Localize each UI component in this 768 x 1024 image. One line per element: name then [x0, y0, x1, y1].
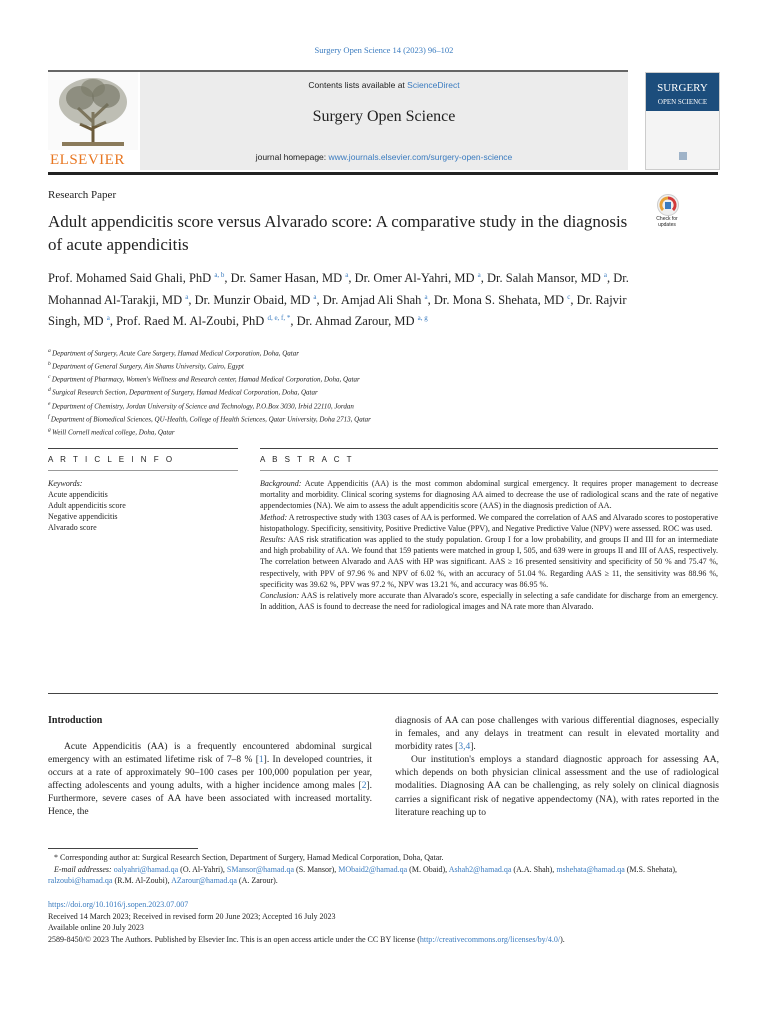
author-name: Dr. Samer Hasan, MD	[230, 271, 346, 286]
author-name: Dr. Rajvir Singh, MD	[48, 292, 627, 329]
cover-title: SURGERY	[657, 82, 708, 94]
affiliation-key: d	[48, 387, 53, 394]
header-bottom-rule	[48, 172, 718, 175]
ref-2-link[interactable]: 2	[361, 781, 367, 792]
abstract-conclusion	[260, 590, 718, 612]
author-affiliation-marker[interactable]: a	[345, 271, 349, 279]
email-link[interactable]: mshehata@hamad.qa	[556, 864, 625, 874]
author-name: Dr. Mohannad Al-Tarakji, MD	[48, 271, 629, 307]
affiliation-text: Department of Biomedical Sciences, QU-Health, College of Health Sciences, Qatar University, Doha 2713, Qatar	[50, 414, 371, 423]
method-text: A retrospective study with 1303 cases of AA is performed. We compared the correlation of AAS and Alvarado scores to postoperative histopathology. Specificity, sensitivity, Positive Predictive Value (PPV), and Negative Predictive Value (NPV) were assessed. ROC was used.	[260, 512, 718, 533]
affiliation-key: f	[48, 413, 51, 420]
check-for-updates-badge[interactable]	[649, 194, 685, 230]
keyword-item: Adult appendicitis score	[48, 501, 126, 510]
email-owner: (S. Mansor),	[294, 864, 339, 874]
badge-line-1: Check for	[656, 216, 678, 222]
license-text-end: ).	[560, 934, 565, 944]
homepage-prefix: journal homepage:	[255, 152, 329, 162]
email-owner: (A. Zarour).	[236, 876, 278, 885]
affiliation-text: Weill Cornell medical college, Doha, Qatar	[52, 428, 175, 437]
background-text: Acute Appendicitis (AA) is the most common abdominal surgical emergency. It requires proper management to decrease mortality and morbidity. Clinical scoring systems for diagnosing AA aimed to decrease the use of radiological scans and the rate of negative appendectomies (NA). We aim to assess the adult appendicitis score (AAS) in the diagnosis prediction of AA.	[260, 479, 718, 511]
affiliation-key: g	[48, 426, 53, 433]
author-separator: ,	[427, 292, 434, 307]
footnotes	[48, 852, 720, 887]
email-owner: (O. Al-Yahri),	[178, 864, 227, 874]
ref-3-4-link[interactable]: 3,4	[458, 742, 471, 753]
author-separator: ,	[224, 271, 231, 286]
intro-paragraph-1	[48, 741, 372, 820]
cover-emblem-icon	[678, 151, 688, 161]
journal-homepage-link[interactable]: www.journals.elsevier.com/surgery-open-science	[328, 152, 513, 162]
article-title: Adult appendicitis score versus Alvarado score: A comparative study in the diagnosis of acute appendicitis	[48, 212, 628, 254]
abstract-background	[260, 478, 718, 512]
badge-line-2: updates	[658, 222, 676, 228]
author-affiliation-marker[interactable]: a, g	[417, 314, 428, 323]
email-owner: (M.S. Shehata),	[624, 864, 677, 874]
elsevier-wordmark: ELSEVIER	[50, 152, 125, 168]
affiliation-item	[48, 399, 648, 412]
email-owner: (M. Obaid),	[407, 864, 449, 874]
journal-header	[48, 72, 628, 170]
license-link[interactable]: http://creativecommons.org/licenses/by/4.0/	[419, 934, 561, 944]
affiliation-list	[48, 346, 648, 438]
author-affiliation-marker[interactable]: d, e, f, *	[267, 314, 291, 323]
author-affiliation-marker[interactable]: a	[185, 292, 189, 301]
abstract-subrule	[260, 470, 718, 471]
abstract-results	[260, 534, 718, 590]
homepage-line	[140, 152, 628, 162]
corresponding-author-note: * Corresponding author at: Surgical Research Section, Department of Surgery, Hamad Medical Corporation, Doha, Qatar.	[54, 853, 444, 862]
affiliation-text: Department of General Surgery, Ain Shams University, Cairo, Egypt	[52, 362, 244, 371]
email-link[interactable]: MObaid2@hamad.qa	[338, 864, 408, 874]
author-name: Prof. Mohamed Said Ghali, PhD	[48, 271, 215, 286]
elsevier-logo	[48, 72, 138, 168]
author-affiliation-marker[interactable]: a	[106, 314, 110, 323]
affiliation-text: Department of Surgery, Acute Care Surgery, Hamad Medical Corporation, Doha, Qatar	[52, 349, 299, 358]
method-label: Method:	[260, 512, 288, 522]
author-name: Dr. Omer Al-Yahri, MD	[354, 271, 478, 286]
footnote-rule	[48, 848, 198, 849]
email-link[interactable]: ralzoubi@hamad.qa	[48, 876, 113, 885]
abstract-body	[260, 478, 718, 612]
keyword-item: Acute appendicitis	[48, 490, 108, 499]
author-separator: ,	[109, 314, 117, 329]
abstract-bottom-rule	[48, 693, 718, 694]
contents-prefix: Contents lists available at	[308, 80, 408, 90]
author-affiliation-marker[interactable]: c	[567, 292, 571, 301]
affiliation-text: Surgical Research Section, Department of Surgery, Hamad Medical Corporation, Doha, Qatar	[52, 388, 318, 397]
email-link[interactable]: oalyahri@hamad.qa	[113, 864, 179, 874]
affiliation-key: a	[48, 348, 53, 354]
email-link[interactable]: AZarour@hamad.qa	[171, 876, 237, 885]
intro-paragraph-2: Our institution's employs a standard diagnostic approach for assessing AA, which depends on both physician clinical assessment and the use of radiological modalities. Diagnosing AA can be challenging, as rely solely on clinical diagnosis carries a significant risk of negative appendectomy (NA), with rates reported in the literature reaching up to	[395, 755, 719, 818]
abstract-rule	[260, 448, 718, 449]
keyword-item: Alvarado score	[48, 523, 97, 532]
article-info-heading: A R T I C L E I N F O	[48, 455, 175, 464]
author-list	[48, 266, 638, 331]
email-addresses	[48, 864, 720, 887]
sciencedirect-link[interactable]: ScienceDirect	[407, 80, 460, 90]
keywords-block	[48, 478, 238, 533]
email-link[interactable]: Ashah2@hamad.qa	[448, 864, 512, 874]
author-affiliation-marker[interactable]: a	[603, 271, 607, 279]
intro-left-column	[48, 741, 372, 820]
abstract-heading: A B S T R A C T	[260, 455, 354, 464]
author-separator: ,	[480, 271, 488, 286]
email-owner: (A.A. Shah),	[511, 864, 557, 874]
journal-header-center	[140, 72, 628, 170]
abstract-method	[260, 512, 718, 534]
results-text: AAS risk stratification was applied to the study population. Group I for a low probability, and groups II and III for an intermediate and high probability of AA. We found that 159 patients were matched in group I, 505, and 639 were in groups II and III of AAS, respectively. The correlation between Alvarado and AAS with HP was significant. AAS ≥ 16 presented sensitivity and specificity of 50 % and 75.47 %, respectively, with PPV of 97.96 % and NPV of 6.02 %, with an accuracy of 51.04 %. Regarding AAS ≥ 11, the sensitivity was 88.96 %, specificity was 39.62 %, PPV was 97.2 %, NPV was 13.21 %, and accuracy was 86.95 %.	[260, 535, 718, 589]
affiliation-key: c	[48, 374, 52, 381]
intro-text-2a: diagnosis of AA can pose challenges with various differential diagnoses, especially in females, and any delays in treatment can result in elevated mortality and morbidity rates [	[395, 716, 719, 753]
journal-title: Surgery Open Science	[312, 108, 456, 125]
email-owner: (R.M. Al-Zoubi),	[112, 876, 172, 885]
publication-info	[48, 899, 728, 945]
background-label: Background:	[260, 479, 302, 488]
affiliation-item	[48, 412, 648, 425]
author-name: Prof. Raed M. Al-Zoubi, PhD	[116, 314, 268, 329]
affiliation-item	[48, 372, 648, 385]
received-dates: Received 14 March 2023; Received in revised form 20 June 2023; Accepted 16 July 2023	[48, 911, 336, 921]
author-affiliation-marker[interactable]: a	[424, 292, 428, 301]
intro-right-column	[395, 715, 719, 820]
author-separator: ,	[606, 271, 614, 286]
affiliation-item	[48, 346, 648, 359]
affiliation-item	[48, 359, 648, 372]
article-info-subrule	[48, 470, 238, 471]
license-line	[48, 934, 728, 946]
results-label: Results:	[260, 535, 286, 545]
author-separator: ,	[316, 292, 323, 307]
intro-text-1a: Acute Appendicitis (AA) is a frequently encountered abdominal surgical emergency with an estimated lifetime risk of 7–8 % [	[48, 742, 372, 766]
author-name: Dr. Amjad Ali Shah	[322, 292, 425, 307]
author-name: Dr. Munzir Obaid, MD	[194, 292, 314, 307]
author-separator: ,	[348, 271, 355, 286]
author-separator: ,	[290, 314, 297, 329]
conclusion-label: Conclusion:	[260, 591, 300, 601]
badge-text	[649, 216, 685, 228]
check-updates-icon	[657, 194, 679, 216]
paper-type: Research Paper	[48, 189, 117, 201]
contents-line	[140, 80, 628, 90]
intro-text-1b: ]. In developed countries, it occurs at a rate of approximately 90–100 cases per 100,000 population per year, affecting adolescents and young adults, with a higher incidence among males [	[48, 755, 373, 792]
author-affiliation-marker[interactable]: a	[313, 292, 317, 301]
intro-text-1c: ]. Furthermore, severe cases of AA have been associated with increased mortality. Hence, the	[48, 781, 372, 818]
author-separator: ,	[570, 292, 577, 307]
intro-text-2b: ].	[470, 742, 476, 753]
author-name: Dr. Mona S. Shehata, MD	[433, 292, 568, 307]
article-info-rule	[48, 448, 238, 449]
ref-1-link[interactable]: 1	[258, 755, 264, 766]
affiliation-key: e	[48, 400, 52, 407]
affiliation-item	[48, 385, 648, 398]
email-label: E-mail addresses:	[54, 864, 114, 874]
keyword-item: Negative appendicitis	[48, 512, 118, 521]
keywords-label: Keywords:	[48, 479, 83, 488]
available-online: Available online 20 July 2023	[48, 923, 144, 932]
affiliation-item	[48, 425, 648, 438]
affiliation-key: b	[48, 361, 53, 368]
license-text: 2589-8450/© 2023 The Authors. Published by Elsevier Inc. This is an open access article under the CC BY license (	[48, 934, 420, 944]
author-name: Dr. Ahmad Zarour, MD	[296, 314, 418, 329]
conclusion-text: AAS is relatively more accurate than Alvarado's score, especially in selecting a safe candidate for discharge from an emergency. In addition, AAS is found to decrease the need for radiological images and NA rate more than Alvarado.	[260, 591, 718, 612]
author-name: Dr. Salah Mansor, MD	[487, 271, 604, 286]
intro-paragraph-1-cont	[395, 715, 719, 754]
journal-reference-link[interactable]: Surgery Open Science 14 (2023) 96–102	[314, 45, 454, 55]
introduction-heading: Introduction	[48, 715, 103, 726]
keyword-list	[48, 489, 238, 533]
journal-cover-thumbnail[interactable]	[645, 72, 720, 170]
doi-link[interactable]: https://doi.org/10.1016/j.sopen.2023.07.007	[48, 900, 189, 909]
author-affiliation-marker[interactable]: a, b	[214, 271, 225, 279]
cover-subtitle: OPEN SCIENCE	[657, 98, 708, 106]
email-link[interactable]: SMansor@hamad.qa	[226, 864, 295, 874]
affiliation-text: Department of Pharmacy, Women's Wellness and Research center, Hamad Medical Corporation, Doha, Qatar	[51, 375, 360, 384]
elsevier-tree-icon	[48, 72, 138, 150]
affiliation-text: Department of Chemistry, Jordan University of Science and Technology, P.O.Box 3030, Irbid 22110, Jordan	[51, 401, 354, 410]
author-affiliation-marker[interactable]: a	[477, 271, 481, 279]
author-separator: ,	[188, 292, 195, 307]
